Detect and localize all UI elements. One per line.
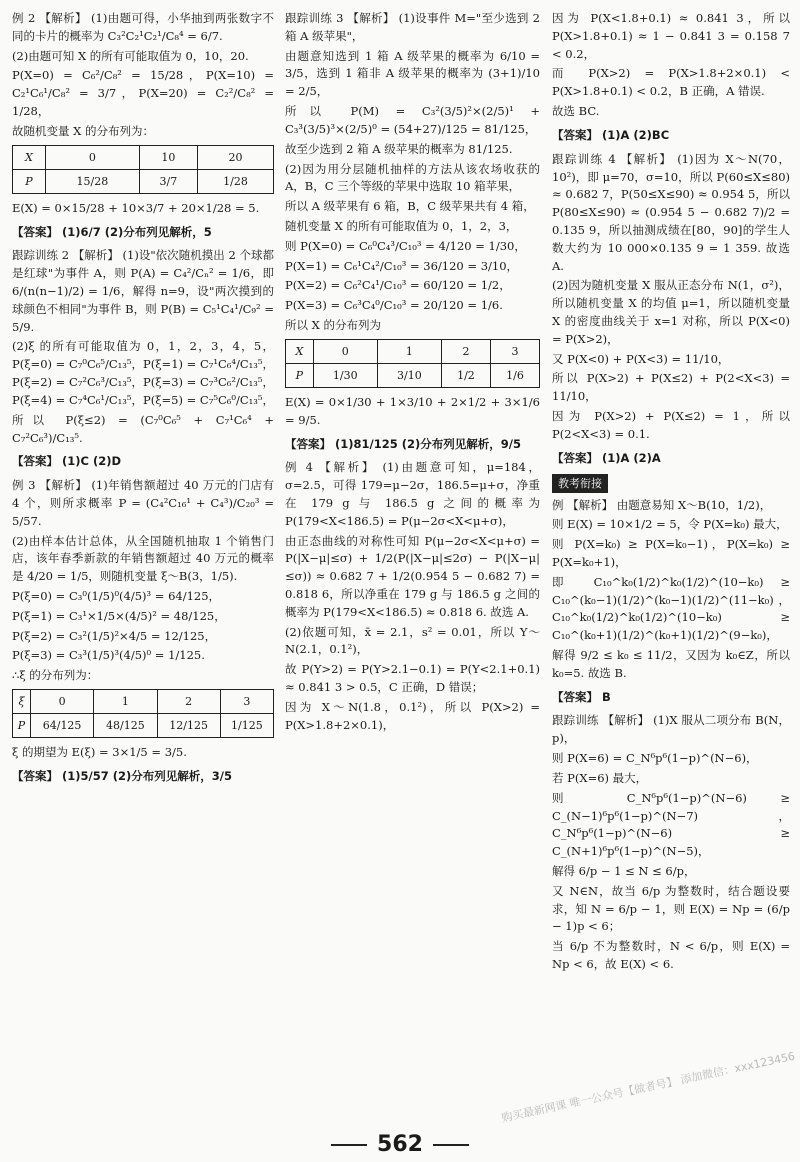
ex5-para-5: 解得 9/2 ≤ k₀ ≤ 11/2，又因为 k₀∈Z，所以 k₀=5. 故选 B.: [552, 648, 790, 680]
ex5-para-4: 即 C₁₀^k₀(1/2)^k₀(1/2)^(10−k₀) ≥ C₁₀^(k₀−1)(1/2)^(k₀−1)(1/2)^(11−k₀)，C₁₀^k₀(1/2)^k₀(1/2)^(10−k₀) ≥ C₁₀^(k₀+1)(1/2)^(k₀+1)(1/2)^(9−k₀)，: [552, 574, 790, 643]
track5-para-1: 跟踪训练 【解析】 (1)X 服从二项分布 B(N，p)，: [552, 713, 790, 746]
table-cell: P: [13, 169, 46, 193]
table-cell: 0: [30, 690, 93, 714]
ex3-para-2: (2)由样本估计总体，从全国随机抽取 1 个销售门店，该年春季新款的年销售额超过 40 万元的概率是 4/20 = 1/5，则随机变量 ξ～B(3，1/5).: [12, 533, 274, 584]
table-cell: 1: [377, 339, 441, 363]
ex2-answer: 【答案】 (1)6/7 (2)分布列见解析，5: [12, 224, 212, 239]
section-tag: 教考衔接: [552, 474, 608, 493]
track5-para-3: 若 P(X=6) 最大，: [552, 770, 648, 785]
table-cell: 3: [220, 690, 273, 714]
table-cell: 0: [45, 145, 139, 169]
table-row: [286, 363, 540, 387]
table-cell: 0: [313, 339, 377, 363]
distribution-table-x: [12, 145, 274, 194]
distribution-table-apples: [285, 339, 540, 388]
table-cell: 15/28: [45, 169, 139, 193]
track3-p2: P(X=2) = C₆²C₄¹/C₁₀³ = 60/120 = 1/2，: [285, 278, 511, 293]
track5-para-7: 当 6/p 不为整数时，N < 6/p，则 E(X) = Np < 6，故 E(X) < 6.: [552, 939, 790, 972]
ex3-p0: P(ξ=0) = C₃⁰(1/5)⁰(4/5)³ = 64/125，: [12, 589, 221, 604]
table-cell: 3: [490, 339, 539, 363]
track3-para-5: (2)因为用分层随机抽样的方法从该农场收获的 A，B，C 三个等级的苹果中选取 10 箱苹果，: [285, 161, 540, 194]
ex2-expectation: E(X) = 0×15/28 + 10×3/7 + 20×1/28 = 5.: [12, 200, 260, 215]
ex5-para-1: 例 【解析】 由题意易知 X～B(10，1/2)，: [552, 497, 772, 512]
table-cell: 1/28: [197, 169, 273, 193]
ex3-para-1: 例 3 【解析】 (1)年销售额超过 40 万元的门店有 4 个，则所求概率 P = (C₄²C₁₆¹ + C₄³)/C₂₀³ = 5/57.: [12, 478, 274, 528]
ex2-para-4: 故随机变量 X 的分布列为：: [12, 123, 154, 138]
ex2-para-3: P(X=0) = C₆²/C₈² = 15/28，P(X=10) = C₂¹C₆¹/C₈² = 3/7，P(X=20) = C₂²/C₈² = 1/28，: [12, 68, 274, 119]
middle-column: [285, 10, 540, 737]
table-cell: 3/10: [377, 363, 441, 387]
ex5-para-2: 则 E(X) = 10×1/2 = 5，令 P(X=k₀) 最大，: [552, 517, 788, 532]
table-cell: 1: [94, 690, 157, 714]
ex3-expectation: ξ 的期望为 E(ξ) = 3×1/5 = 3/5.: [12, 745, 187, 760]
ex4-answer: 【答案】 (1)A (2)BC: [552, 127, 670, 142]
right-column: [552, 10, 790, 976]
table-cell: 2: [157, 690, 220, 714]
track2-para-1: 跟踪训练 2 【解析】 (1)设"依次随机摸出 2 个球都是红球"为事件 A，则 P(A) = C₄²/Cₙ² = 1/6，即 6/(n(n−1)/2) = 1/6，解得 n=9，设"两次摸到的球颜色不相同"为事件 B，则 P(B) = C₅¹C₄¹/C₉² = 5/9.: [12, 248, 274, 334]
table-row: [13, 145, 274, 169]
track3-p1: P(X=1) = C₆¹C₄²/C₁₀³ = 36/120 = 3/10，: [285, 258, 519, 273]
table-cell: X: [13, 145, 46, 169]
ex4-para-4: 故 P(Y>2) = P(Y>2.1−0.1) = P(Y<2.1+0.1) ≈ 0.841 3 > 0.5，C 正确，D 错误；: [285, 662, 540, 695]
track4-para-3: 又 P(X<0) + P(X<3) = 11/10，: [552, 351, 730, 366]
track3-para-1: 跟踪训练 3 【解析】 (1)设事件 M="至少选到 2 箱 A 级苹果"，: [285, 11, 540, 43]
watermark: 购买最新网课 唯一公众号【做者号】 添加微信：xxx123456: [500, 1049, 797, 1125]
ex5-para-3: 则 P(X=k₀) ≥ P(X=k₀−1)，P(X=k₀) ≥ P(X=k₀+1)，: [552, 537, 790, 569]
track5-para-5: 解得 6/p − 1 ≤ N ≤ 6/p，: [552, 863, 696, 878]
page-number-dash-left: [331, 1144, 367, 1146]
track3-p0: 则 P(X=0) = C₆⁰C₄³/C₁₀³ = 4/120 = 1/30，: [285, 238, 526, 253]
track3-p3: P(X=3) = C₆³C₄⁰/C₁₀³ = 20/120 = 1/6.: [285, 298, 503, 313]
track3-answer: 【答案】 (1)81/125 (2)分布列见解析，9/5: [285, 436, 521, 451]
table-cell: 1/125: [220, 714, 273, 738]
ex4-para-2: 由正态曲线的对称性可知 P(μ−2σ<X<μ+σ) = P(|X−μ|≤σ) + 1/2(P(|X−μ|≤2σ) − P(|X−μ|≤σ)) ≈ 0.682 7 + 1/2(0.954 5 − 0.682 7) = 0.818 6，所以净重在 179 g 与 186.5 g 之间的概率为 P(179<X<186.5) ≈ 0.818 6. 故选 A.: [285, 533, 540, 619]
track4-answer: 【答案】 (1)A (2)A: [552, 450, 661, 465]
table-cell: 1/2: [441, 363, 490, 387]
ex3-answer: 【答案】 (1)5/57 (2)分布列见解析，3/5: [12, 769, 232, 783]
track4-para-2: (2)因为随机变量 X 服从正态分布 N(1，σ²)，所以随机变量 X 的均值 μ=1，所以随机变量 X 的密度曲线关于 x=1 对称，所以 P(X<0) = P(X>2)，: [552, 278, 790, 346]
table-cell: 1/30: [313, 363, 377, 387]
ex2-para-2: (2)由题可知 X 的所有可能取值为 0，10，20.: [12, 48, 249, 63]
table-row: [13, 690, 274, 714]
track4-para-5: 因为 P(X>2) + P(X≤2) = 1，所以 P(2<X<3) = 0.1.: [552, 409, 790, 441]
ex3-dist-label: ∴ξ 的分布列为：: [12, 668, 99, 683]
track2-para-2: (2)ξ 的所有可能取值为 0，1，2，3，4，5，P(ξ=0) = C₇⁰C₆⁵/C₁₃⁵，P(ξ=1) = C₇¹C₆⁴/C₁₃⁵，P(ξ=2) = C₇²C₆³/C₁₃⁵，P(ξ=3) = C₇³C₆²/C₁₃⁵，P(ξ=4) = C₇⁴C₆¹/C₁₃⁵，P(ξ=5) = C₇⁵C₆⁰/C₁₃⁵，: [12, 339, 274, 407]
ex2-para-1: 例 2 【解析】 (1)由题可得，小华抽到两张数字不同的卡片的概率为 C₃²C₂¹C₂¹/C₈⁴ = 6/7.: [12, 11, 274, 43]
ex5-answer: 【答案】 B: [552, 689, 611, 704]
track3-para-2: 由题意知选到 1 箱 A 级苹果的概率为 6/10 = 3/5，选到 1 箱非 A 级苹果的概率为 (3+1)/10 = 2/5，: [285, 48, 540, 99]
track3-para-4: 故至少选到 2 箱 A 级苹果的概率为 81/125.: [285, 141, 513, 156]
ex3-p2: P(ξ=2) = C₃²(1/5)²×4/5 = 12/125，: [12, 628, 217, 643]
track3-para-7: 随机变量 X 的所有可能取值为 0，1，2，3，: [285, 218, 518, 233]
ex4-cont-1: 因为 P(X<1.8+0.1) ≈ 0.841 3，所以 P(X>1.8+0.1) ≈ 1 − 0.841 3 = 0.158 7 < 0.2，: [552, 11, 790, 61]
ex4-para-1: 例 4 【解析】 (1)由题意可知，μ=184，σ=2.5，可得 179=μ−2σ，186.5=μ+σ，净重在 179 g 与 186.5 g 之间的概率为 P(179<X<186.5) = P(μ−2σ<X<μ+σ)，: [285, 460, 540, 528]
table-cell: 64/125: [30, 714, 93, 738]
track4-para-4: 所以 P(X>2) + P(X≤2) + P(2<X<3) = 11/10，: [552, 371, 790, 404]
distribution-table-xi: [12, 689, 274, 738]
track3-dist-label: 所以 X 的分布列为: [285, 318, 381, 332]
table-cell: X: [286, 339, 314, 363]
table-cell: 48/125: [94, 714, 157, 738]
track2-para-3: 所以 P(ξ≤2) = (C₇⁰C₆⁵ + C₇¹C₆⁴ + C₇²C₆³)/C₁₃⁵.: [12, 412, 274, 445]
page-number-text: 562: [377, 1132, 423, 1157]
ex4-cont-3: 故选 BC.: [552, 104, 600, 119]
track2-answer: 【答案】 (1)C (2)D: [12, 454, 122, 469]
track5-para-4: 则 C_N⁶p⁶(1−p)^(N−6) ≥ C_(N−1)⁶p⁶(1−p)^(N−7)，C_N⁶p⁶(1−p)^(N−6) ≥ C_(N+1)⁶p⁶(1−p)^(N−5)，: [552, 790, 790, 859]
table-cell: ξ: [13, 690, 31, 714]
table-row: [13, 714, 274, 738]
ex4-cont-2: 而 P(X>2) = P(X>1.8+2×0.1) < P(X>1.8+0.1) < 0.2，B 正确，A 错误.: [552, 66, 790, 99]
track3-expectation: E(X) = 0×1/30 + 1×3/10 + 2×1/2 + 3×1/6 = 9/5.: [285, 394, 540, 427]
ex4-para-5: 因为 X～N(1.8，0.1²)，所以 P(X>2) = P(X>1.8+2×0.1)，: [285, 699, 540, 732]
track5-para-2: 则 P(X=6) = C_N⁶p⁶(1−p)^(N−6)，: [552, 751, 758, 766]
table-cell: 12/125: [157, 714, 220, 738]
ex3-p3: P(ξ=3) = C₃³(1/5)³(4/5)⁰ = 1/125.: [12, 648, 205, 663]
page-number: [0, 1128, 800, 1162]
table-cell: 10: [139, 145, 197, 169]
track5-para-6: 又 N∈N，故当 6/p 为整数时，结合题设要求，知 N = 6/p − 1，则 E(X) = Np = (6/p − 1)p < 6；: [552, 883, 790, 934]
track4-para-1: 跟踪训练 4 【解析】 (1)因为 X～N(70，10²)，即 μ=70，σ=10，所以 P(60≤X≤80) ≈ 0.682 7，P(50≤X≤90) ≈ 0.954 5，所以 P(80≤X≤90) ≈ (0.954 5 − 0.682 7)/2 = 0.135 9，所以抽测成绩在[80，90]的学生人数大约为 10 000×0.135 9 = 1 359. 故选 A.: [552, 151, 790, 273]
ex4-para-3: (2)依题可知，x̄ = 2.1，s² = 0.01，所以 Y～N(2.1，0.1²)，: [285, 624, 540, 657]
track3-para-3: 所以 P(M) = C₃²(3/5)²×(2/5)¹ + C₃³(3/5)³×(2/5)⁰ = (54+27)/125 = 81/125，: [285, 104, 540, 136]
table-cell: 1/6: [490, 363, 539, 387]
page-number-dash-right: [433, 1144, 469, 1146]
table-cell: 20: [197, 145, 273, 169]
table-row: [286, 339, 540, 363]
table-cell: P: [13, 714, 31, 738]
ex3-p1: P(ξ=1) = C₃¹×1/5×(4/5)² = 48/125，: [12, 608, 226, 623]
table-cell: 3/7: [139, 169, 197, 193]
track3-para-6: 所以 A 级苹果有 6 箱，B，C 级苹果共有 4 箱，: [285, 199, 535, 214]
table-row: [13, 169, 274, 193]
left-column: [12, 10, 274, 788]
table-cell: 2: [441, 339, 490, 363]
table-cell: P: [286, 363, 314, 387]
